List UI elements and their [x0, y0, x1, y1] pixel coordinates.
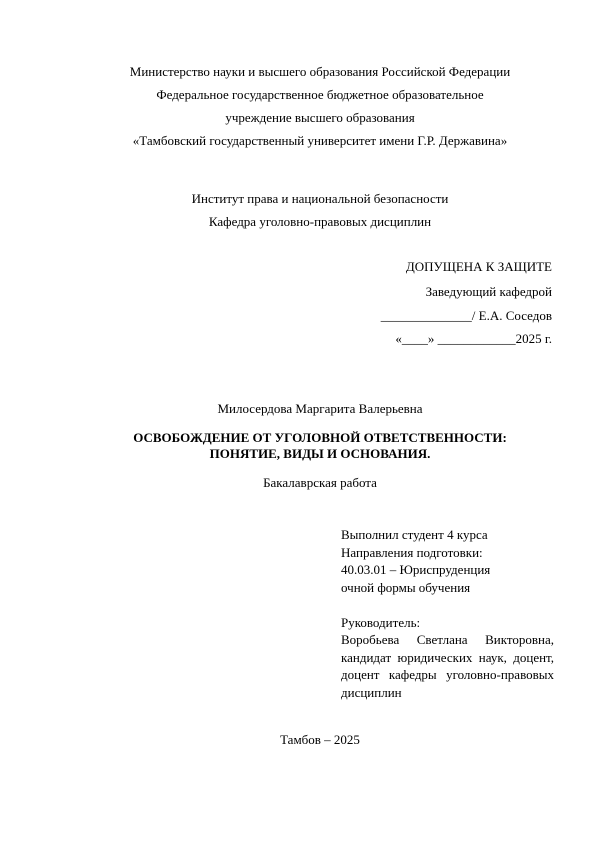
approval-title: ДОПУЩЕНА К ЗАЩИТЕ	[405, 259, 552, 274]
university-name: «Тамбовский государственный университет имени Г.Р. Державина»	[132, 133, 508, 148]
thesis-title-line-1: ОСВОБОЖДЕНИЕ ОТ УГОЛОВНОЙ ОТВЕТСТВЕННОСТИ:	[133, 430, 507, 445]
supervisor-label: Руководитель:	[341, 614, 421, 630]
chair-name: Кафедра уголовно-правовых дисциплин	[208, 214, 432, 229]
institute-name: Институт права и национальной безопасности	[191, 191, 449, 206]
institution-line-2: учреждение высшего образования	[225, 110, 415, 125]
student-info-line-1: Выполнил студент 4 курса	[341, 527, 488, 542]
author-name: Милосердова Маргарита Валерьевна	[217, 401, 423, 416]
spacer	[341, 596, 554, 614]
approval-signature: ______________/ Е.А. Соседов	[380, 308, 552, 323]
student-info-block	[341, 526, 554, 701]
city-year: Тамбов – 2025	[280, 732, 360, 747]
approval-role: Заведующий кафедрой	[425, 284, 552, 299]
ministry-line: Министерство науки и высшего образования Российской Федерации	[129, 64, 511, 79]
thesis-title-line-2: ПОНЯТИЕ, ВИДЫ И ОСНОВАНИЯ.	[209, 446, 431, 461]
student-info-line-2: Направления подготовки:	[341, 544, 483, 560]
thesis-type: Бакалаврская работа	[263, 475, 377, 490]
student-info-line-4: очной формы обучения	[341, 579, 471, 595]
student-info-line-3: 40.03.01 – Юриспруденция	[341, 562, 491, 577]
supervisor-details: Воробьева Светлана Викторовна, кандидат юридических наук, доцент, доцент кафедры уголовно-правовых дисциплин	[341, 632, 554, 700]
institution-line-1: Федеральное государственное бюджетное образовательное	[156, 87, 484, 102]
approval-date: «____» ____________2025 г.	[395, 331, 552, 346]
